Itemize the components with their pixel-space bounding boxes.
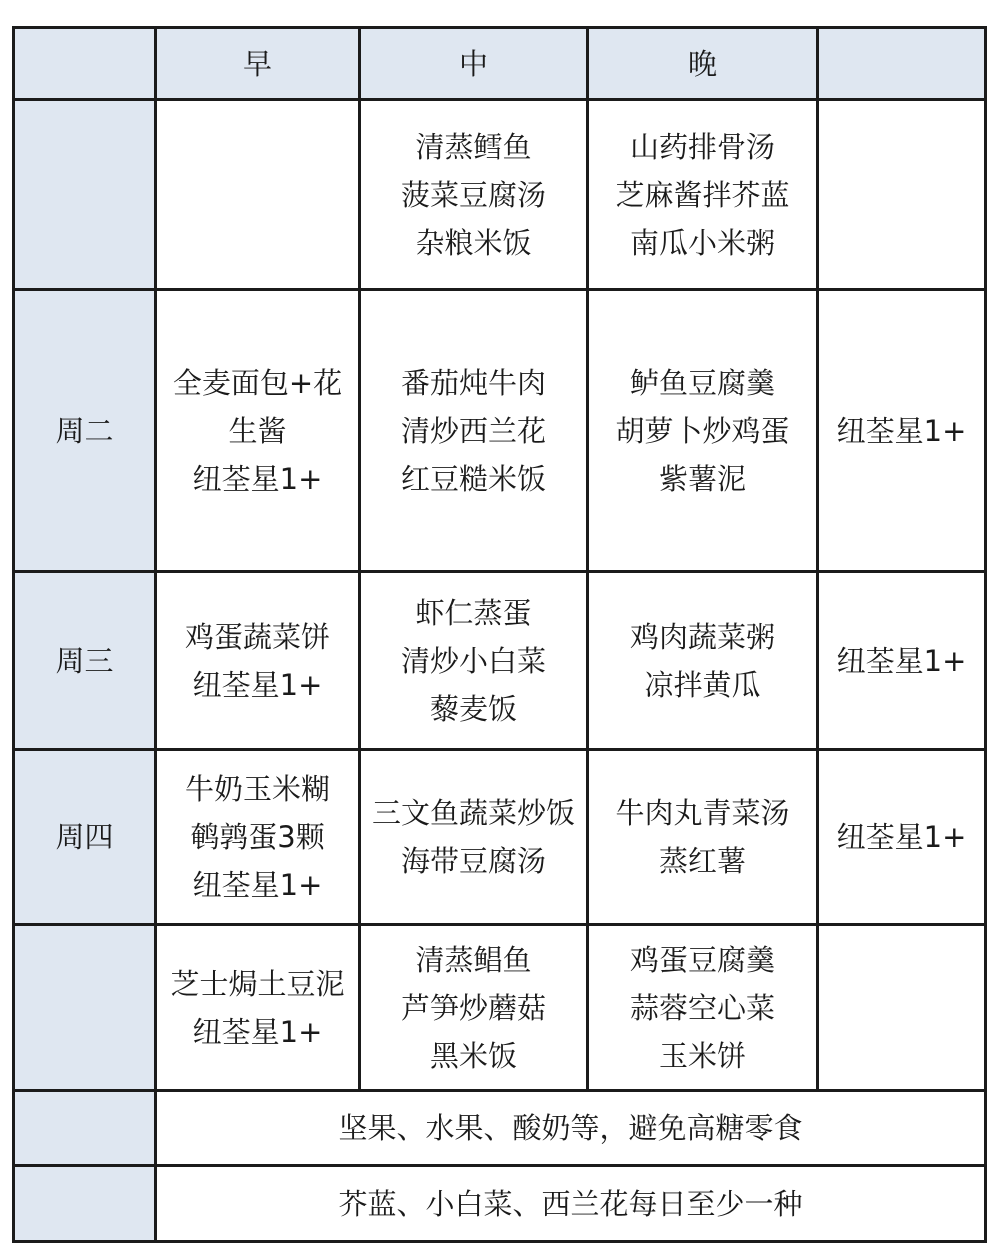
table-row (14, 100, 986, 290)
lunch-cell (360, 925, 588, 1091)
dish: 南瓜小米粥 (629, 225, 775, 260)
dinner-cell (588, 572, 818, 750)
extra-cell (818, 100, 986, 290)
dish: 鲈鱼豆腐羹 (629, 365, 775, 400)
footer-text: 坚果、水果、酸奶等，避免高糖零食 (156, 1091, 986, 1166)
day-cell: 周四 (14, 750, 156, 925)
dish: 芝士焗土豆泥 (170, 966, 345, 1001)
table-row (14, 290, 986, 572)
extra-cell (818, 925, 986, 1091)
footer-label (14, 1166, 156, 1242)
dish: 鹌鹑蛋3颗 (190, 820, 325, 854)
dinner-cell (588, 925, 818, 1091)
dish: 芦笋炒蘑菇 (400, 990, 546, 1025)
dish: 海带豆腐汤 (400, 844, 546, 878)
dish: 蒸红薯 (658, 844, 746, 878)
footer-label (14, 1091, 156, 1166)
dish: 鸡肉蔬菜粥 (629, 619, 775, 654)
header-row (14, 28, 986, 100)
dish: 紫薯泥 (658, 461, 746, 496)
header-extra (818, 28, 986, 100)
footer-row-vegetables (14, 1166, 986, 1242)
day-cell (14, 100, 156, 290)
dish: 牛奶玉米糊 (184, 772, 330, 806)
day-cell (14, 925, 156, 1091)
dish: 玉米饼 (658, 1038, 746, 1073)
dinner-cell (588, 750, 818, 925)
dish: 清蒸鲳鱼 (415, 942, 532, 977)
dinner-cell (588, 100, 818, 290)
dish: 藜麦饭 (429, 691, 517, 726)
dish: 纽荃星1+ (192, 461, 323, 496)
dish: 凉拌黄瓜 (644, 667, 761, 702)
dish: 山药排骨汤 (629, 129, 775, 164)
dish: 纽荃星1+ (192, 868, 323, 902)
dish: 黑米饭 (429, 1038, 517, 1073)
dish: 菠菜豆腐汤 (400, 177, 546, 212)
dish: 杂粮米饭 (415, 225, 532, 260)
extra-cell: 纽荃星1+ (818, 750, 986, 925)
extra-cell: 纽荃星1+ (818, 290, 986, 572)
header-breakfast: 早 (156, 28, 360, 100)
dish: 蒜蓉空心菜 (629, 990, 775, 1025)
breakfast-cell (156, 290, 360, 572)
lunch-cell (360, 750, 588, 925)
dish: 鸡蛋豆腐羹 (629, 942, 775, 977)
day-cell: 周三 (14, 572, 156, 750)
breakfast-cell (156, 750, 360, 925)
breakfast-cell (156, 100, 360, 290)
header-lunch: 中 (360, 28, 588, 100)
dish: 清蒸鳕鱼 (415, 129, 532, 164)
dish: 三文鱼蔬菜炒饭 (371, 796, 575, 830)
dish: 虾仁蒸蛋 (415, 595, 532, 630)
dish: 纽荃星1+ (192, 1014, 323, 1049)
lunch-cell (360, 290, 588, 572)
table-row (14, 572, 986, 750)
dish: 芝麻酱拌芥蓝 (615, 177, 790, 212)
day-cell: 周二 (14, 290, 156, 572)
dish: 牛肉丸青菜汤 (615, 796, 790, 830)
lunch-cell (360, 572, 588, 750)
dish: 清炒西兰花 (400, 413, 546, 448)
table-row (14, 750, 986, 925)
breakfast-cell (156, 925, 360, 1091)
table-row (14, 925, 986, 1091)
corner-cell (14, 28, 156, 100)
dish: 胡萝卜炒鸡蛋 (615, 413, 790, 448)
extra-cell: 纽荃星1+ (818, 572, 986, 750)
dish: 全麦面包+花生酱 (172, 365, 343, 448)
breakfast-cell (156, 572, 360, 750)
header-dinner: 晚 (588, 28, 818, 100)
footer-row-snacks (14, 1091, 986, 1166)
dish: 番茄炖牛肉 (400, 365, 546, 400)
dish: 红豆糙米饭 (400, 461, 546, 496)
dish: 鸡蛋蔬菜饼 (184, 619, 330, 654)
footer-text: 芥蓝、小白菜、西兰花每日至少一种 (156, 1166, 986, 1242)
lunch-cell (360, 100, 588, 290)
dinner-cell (588, 290, 818, 572)
dish: 清炒小白菜 (400, 643, 546, 678)
dish: 纽荃星1+ (192, 667, 323, 702)
meal-plan-table (12, 26, 987, 1243)
